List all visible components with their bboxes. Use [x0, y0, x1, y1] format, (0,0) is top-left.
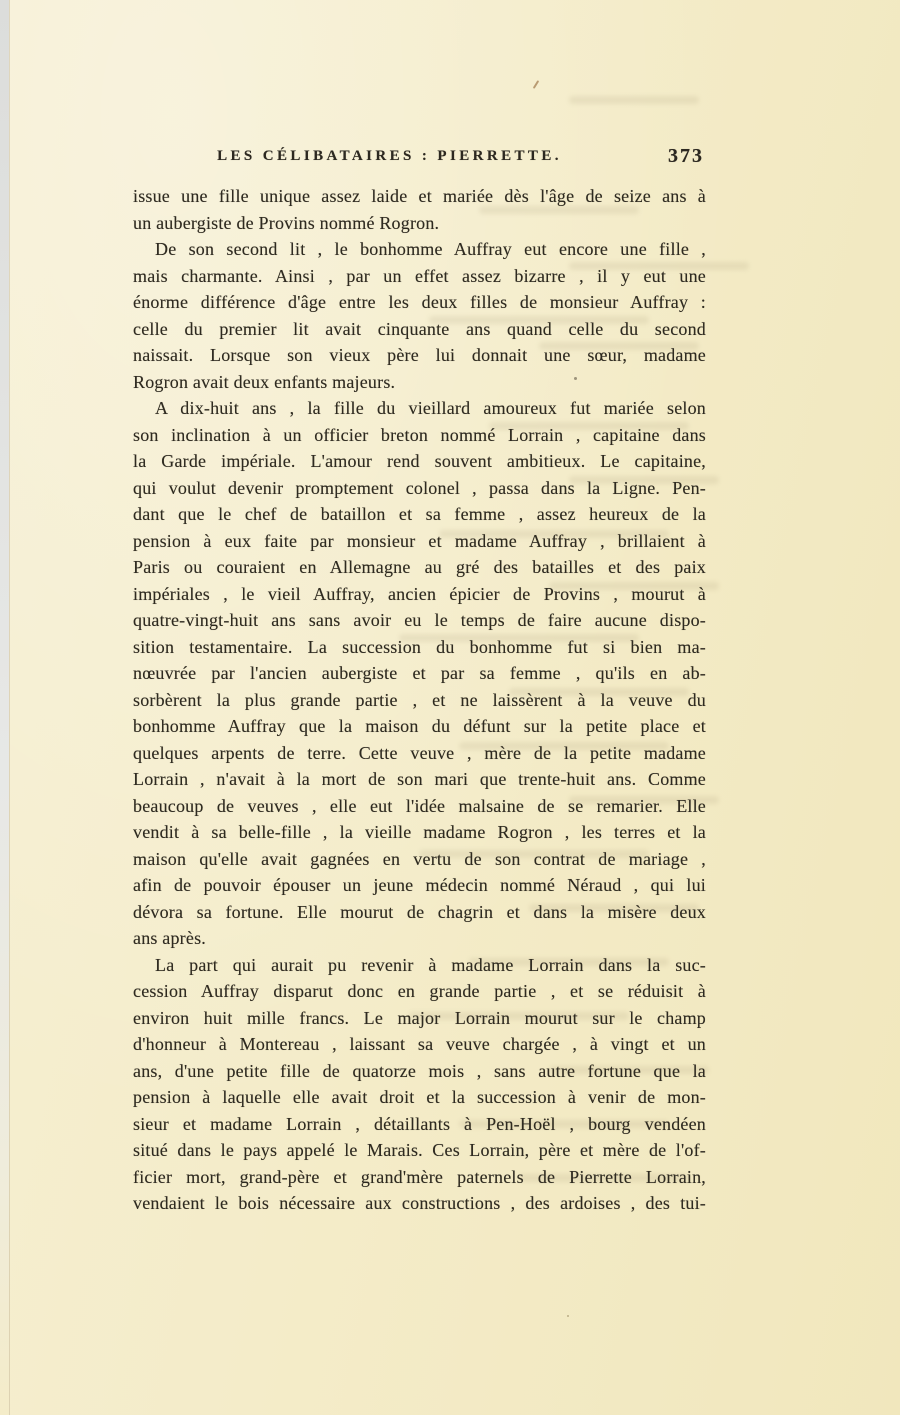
text-line: dant que le chef de bataillon et sa femme , assez heureux de la — [133, 504, 706, 524]
scan-speck — [574, 377, 577, 380]
text-line: A dix-huit ans , la fille du vieillard amoureux fut mariée selon — [155, 398, 706, 418]
paragraph — [133, 952, 706, 1217]
book-page — [9, 0, 900, 1415]
text-line: bonhomme Auffray que la maison du défunt sur la petite place et — [133, 716, 706, 736]
text-line: cession Auffray disparut donc en grande partie , et se réduisit à — [133, 981, 706, 1001]
running-title: LES CÉLIBATAIRES : PIERRETTE. — [217, 148, 562, 164]
text-line: sition testamentaire. La succession du bonhomme fut si bien ma- — [133, 636, 706, 657]
page-body — [133, 183, 706, 1217]
text-line: quatre-vingt-huit ans sans avoir eu le temps de faire aucune dispo- — [133, 610, 706, 630]
text-line: situé dans le pays appelé le Marais. Ces Lorrain, père et mère de l'of- — [133, 1140, 706, 1160]
text-line: mais charmante. Ainsi , par un effet assez bizarre , il y eut une — [133, 265, 706, 286]
text-line: Lorrain , n'avait à la mort de son mari que trente-huit ans. Comme — [133, 769, 706, 789]
scan-speck — [533, 80, 539, 89]
paragraph — [133, 236, 706, 395]
text-line: maison qu'elle avait gagnées en vertu de son contrat de mariage , — [133, 848, 706, 869]
text-line: beaucoup de veuves , elle eut l'idée malsaine de se remarier. Elle — [133, 795, 706, 816]
text-line: d'honneur à Montereau , laissant sa veuve chargée , à vingt et un — [133, 1034, 706, 1054]
paragraph — [133, 183, 706, 236]
showthrough-bar — [569, 96, 699, 104]
text-line: afin de pouvoir épouser un jeune médecin nommé Néraud , qui lui — [133, 875, 706, 895]
text-line: énorme différence d'âge entre les deux filles de monsieur Auffray : — [133, 292, 706, 312]
text-line: qui voulut devenir promptement colonel , passa dans la Ligne. Pen- — [133, 477, 706, 498]
text-line: issue une fille unique assez laide et mariée dès l'âge de seize ans à — [133, 186, 706, 206]
text-line: nœuvrée par l'ancien aubergiste et par sa femme , qu'ils en ab- — [133, 663, 706, 683]
text-line: dévora sa fortune. Elle mourut de chagrin et dans la misère deux — [133, 901, 706, 922]
text-line: ficier mort, grand-père et grand'mère paternels de Pierrette Lorrain, — [133, 1166, 706, 1187]
text-line: environ huit mille francs. Le major Lorrain mourut sur le champ — [133, 1007, 706, 1028]
text-line: pension à laquelle elle avait droit et la succession à venir de mon- — [133, 1087, 706, 1107]
text-line: sorbèrent la plus grande partie , et ne laissèrent à la veuve du — [133, 689, 706, 710]
text-line: son inclination à un officier breton nommé Lorrain , capitaine dans — [133, 424, 706, 445]
text-line: celle du premier lit avait cinquante ans quand celle du second — [133, 318, 706, 339]
text-line: vendit à sa belle-fille , la vieille madame Rogron , les terres et la — [133, 822, 706, 842]
text-line: quelques arpents de terre. Cette veuve , mère de la petite madame — [133, 742, 706, 763]
text-line: ans après. — [133, 928, 206, 948]
text-line: naissait. Lorsque son vieux père lui donnait une sœur, madame — [133, 345, 706, 365]
text-line: Paris ou couraient en Allemagne au gré des batailles et des paix — [133, 557, 706, 577]
text-line: Rogron avait deux enfants majeurs. — [133, 371, 396, 392]
text-line: De son second lit , le bonhomme Auffray eut encore une fille , — [155, 239, 706, 259]
scan-speck — [567, 1315, 569, 1317]
text-line: impériales , le vieil Auffray, ancien épicier de Provins , mourut à — [133, 583, 706, 604]
text-line: ans, d'une petite fille de quatorze mois , sans autre fortune que la — [133, 1060, 706, 1081]
scan-bed-edge — [0, 0, 9, 1415]
page-number: 373 — [668, 145, 704, 167]
text-line: vendaient le bois nécessaire aux constructions , des ardoises , des tui- — [133, 1193, 706, 1213]
paragraph — [133, 395, 706, 952]
text-line: La part qui aurait pu revenir à madame Lorrain dans la suc- — [155, 954, 706, 975]
text-line: pension à eux faite par monsieur et madame Auffray , brillaient à — [133, 530, 706, 551]
text-line: sieur et madame Lorrain , détaillants à Pen-Hoël , bourg vendéen — [133, 1113, 706, 1134]
text-line: la Garde impériale. L'amour rend souvent ambitieux. Le capitaine, — [133, 451, 706, 471]
page-header — [133, 145, 706, 172]
text-line: un aubergiste de Provins nommé Rogron. — [133, 212, 440, 233]
